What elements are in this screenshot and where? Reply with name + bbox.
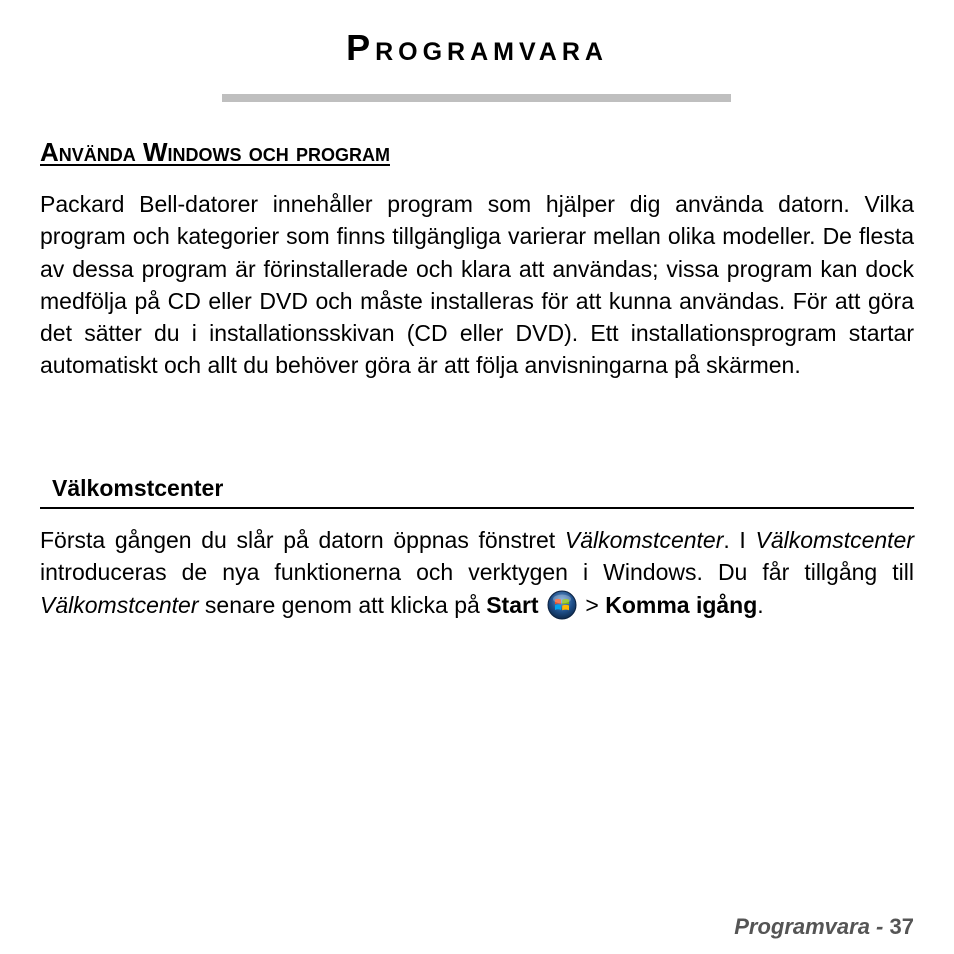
text-run: Första gången du slår på datorn öppnas fönstret <box>40 527 565 553</box>
intro-paragraph: Packard Bell-datorer innehåller program som hjälper dig använda datorn. Vilka program och kategorier som finns tillgängliga varierar mellan olika modeller. De flesta av dessa program är förinstallerade och klara att användas; vissa program kan dock medfölja på CD eller DVD och måste installeras för att kunna användas. För att göra det sätter du i installationsskivan (CD eller DVD). Ett installationsprogram startar automatiskt och allt du behöver göra är att följa anvisningarna på skärmen. <box>40 191 914 379</box>
start-label: Start <box>486 591 539 618</box>
welcome-center-paragraph <box>40 524 914 621</box>
emphasis-welcome-center: Välkomstcenter <box>40 591 199 618</box>
getting-started-label: Komma igång <box>605 591 758 618</box>
text-run: . I <box>723 527 756 553</box>
emphasis-welcome-center: Välkomstcenter <box>755 527 915 553</box>
page-footer <box>734 914 914 940</box>
text-run: > <box>578 591 606 618</box>
text-run: introduceras de nya funktionerna och verktygen i Windows. Du får tillgång till <box>40 559 914 586</box>
subheading-welcome-center: Välkomstcenter <box>40 473 914 509</box>
page-title: Programvara <box>346 27 608 68</box>
emphasis-welcome-center: Välkomstcenter <box>564 527 724 553</box>
text-run: . <box>757 591 764 618</box>
page-number: 37 <box>889 914 914 939</box>
footer-section-name: Programvara - <box>734 914 884 939</box>
windows-start-orb-icon <box>547 590 577 620</box>
section-heading: Använda Windows och program <box>40 137 390 167</box>
title-rule <box>222 94 731 102</box>
text-run: senare genom att klicka på <box>198 591 487 618</box>
